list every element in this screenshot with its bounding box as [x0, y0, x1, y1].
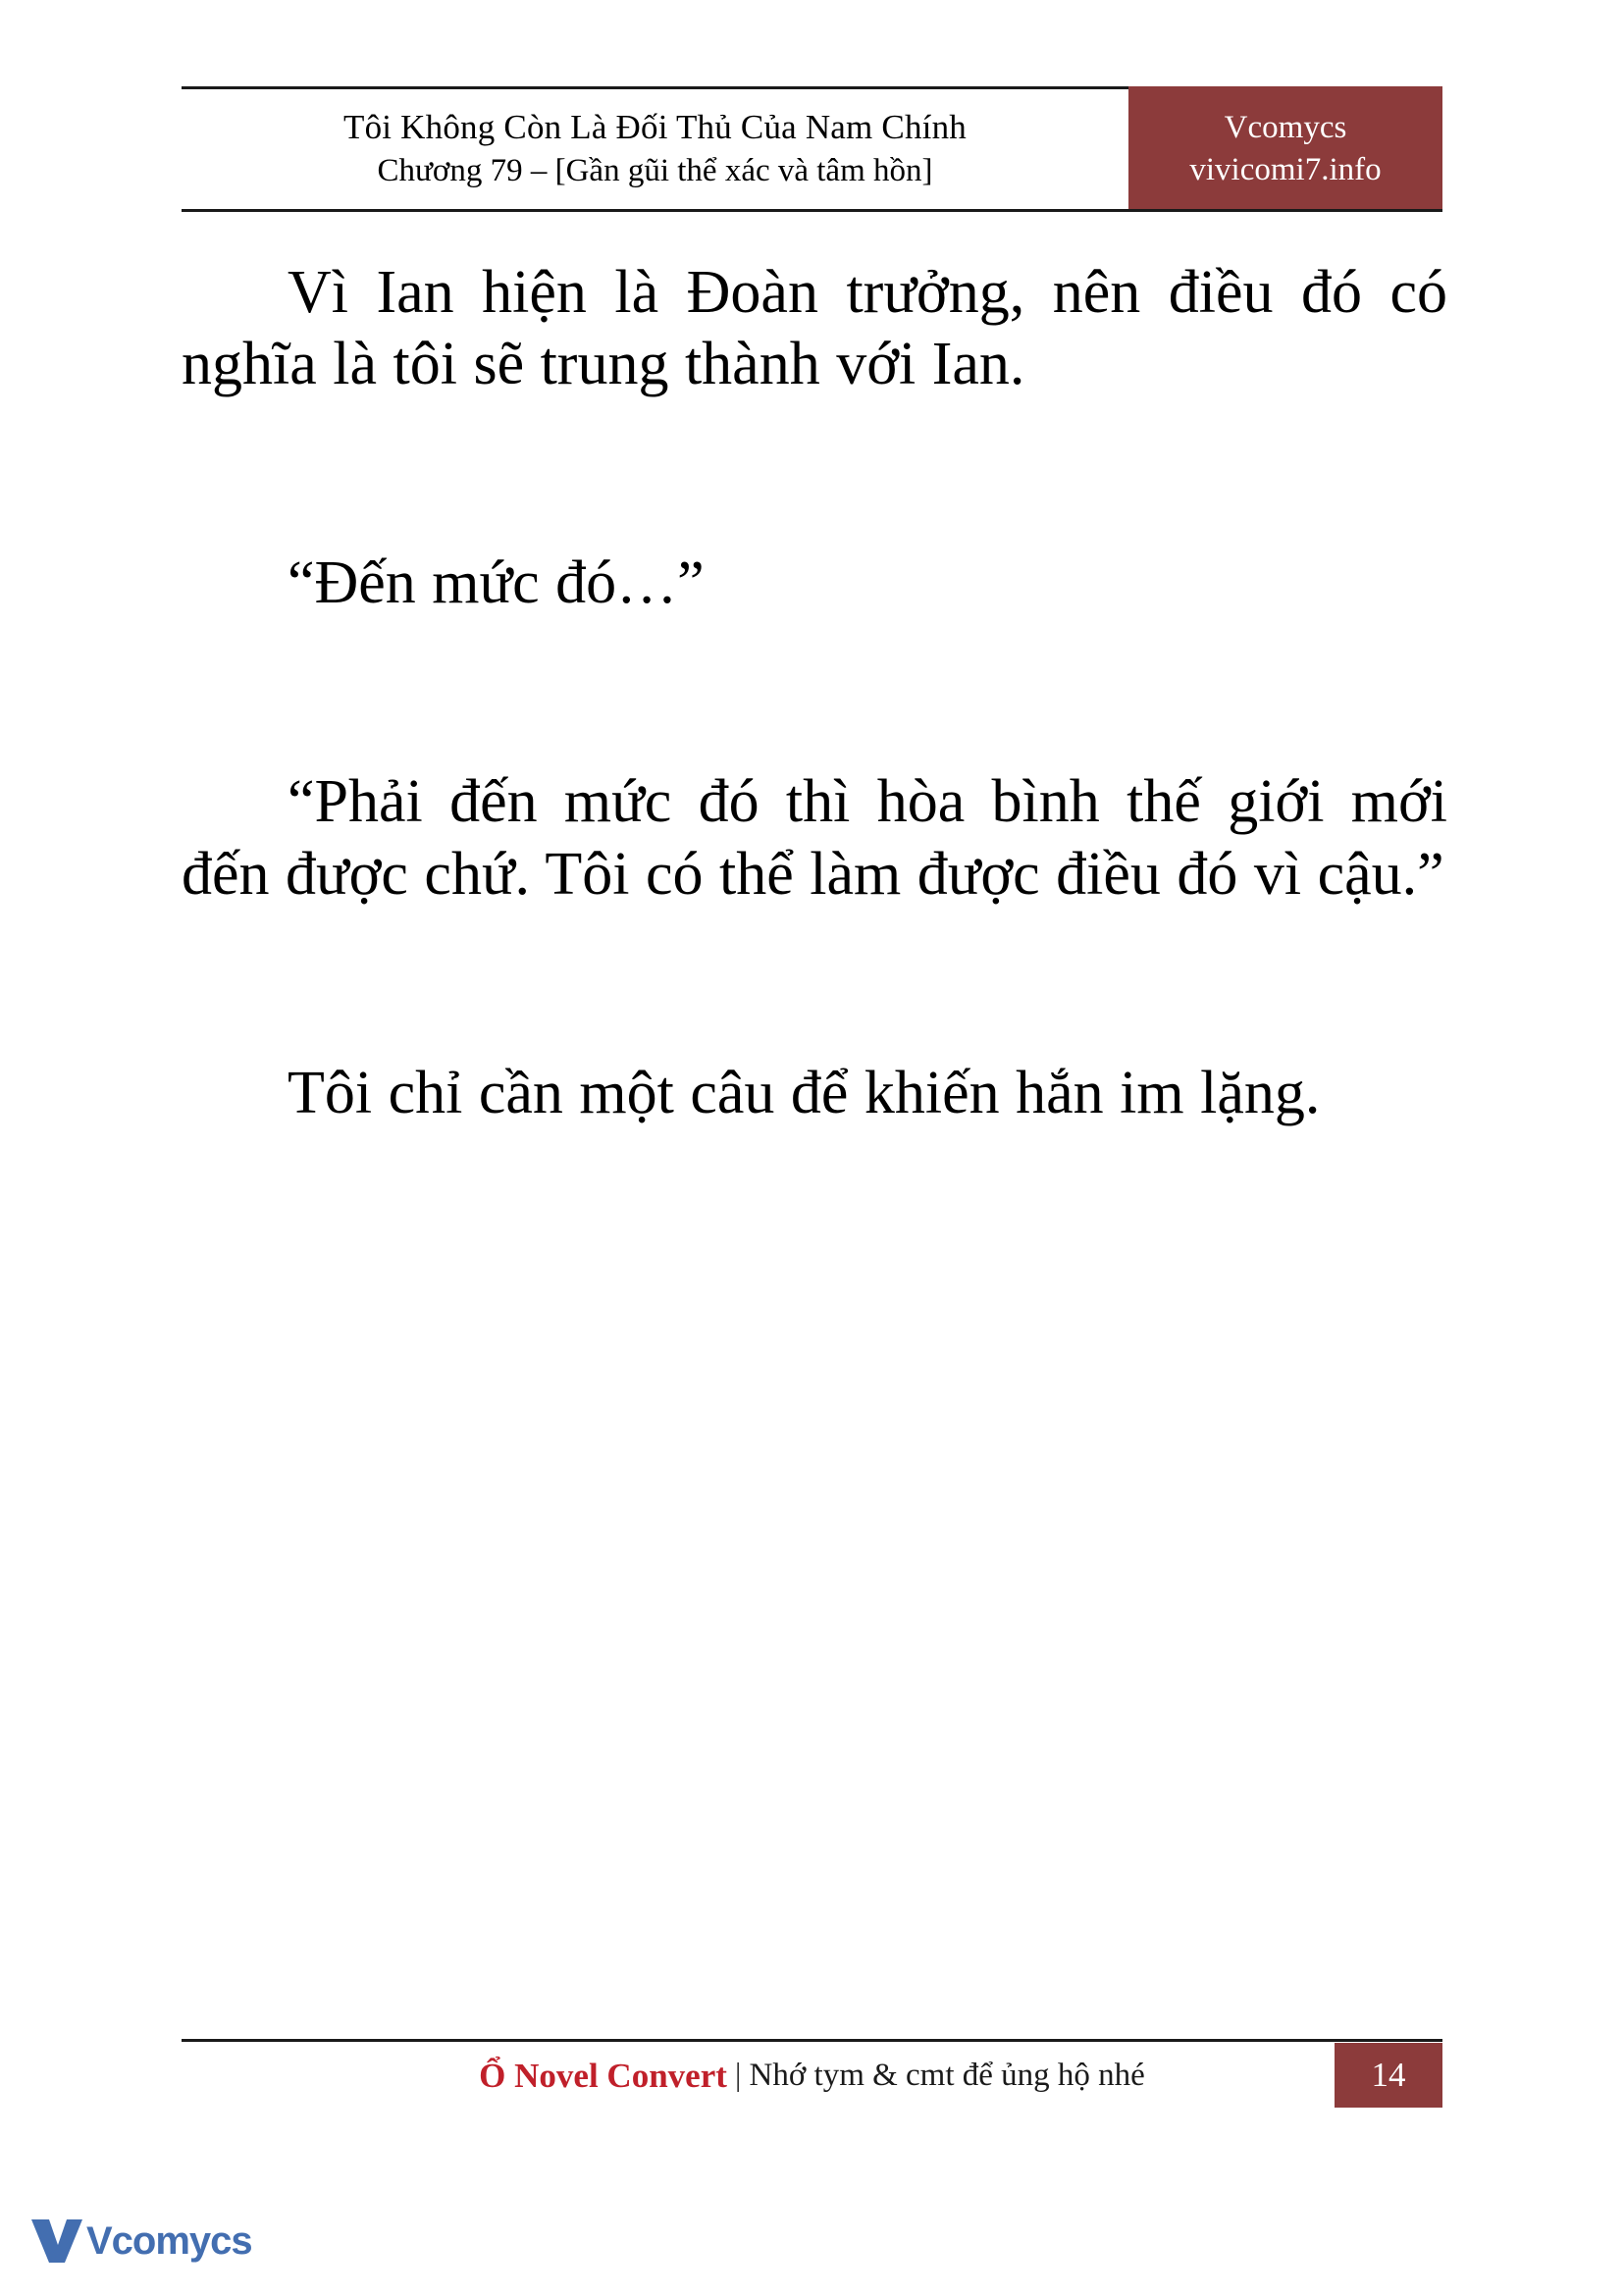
header-titles — [182, 86, 1128, 212]
paragraph: Vì Ian hiện là Đoàn trưởng, nên điều đó có nghĩa là tôi sẽ trung thành với Ian. — [182, 259, 1447, 398]
chapter-subtitle: Chương 79 – [Gần gũi thể xác và tâm hồn] — [377, 153, 933, 189]
vcomycs-logo-icon — [29, 2216, 84, 2267]
book-title: Tôi Không Còn Là Đối Thủ Của Nam Chính — [343, 108, 967, 147]
brand-url: vivicomi7.info — [1189, 152, 1382, 187]
page-number-badge: 14 — [1335, 2043, 1442, 2108]
paragraph: Tôi chỉ cần một câu để khiến hắn im lặng. — [288, 1059, 1321, 1126]
vcomycs-watermark-label: Vcomycs — [86, 2218, 252, 2263]
brand-name: Vcomycs — [1224, 110, 1347, 146]
header-brand-badge — [1128, 86, 1442, 212]
header-rule-bottom — [182, 209, 1442, 212]
footer-separator: | — [734, 2058, 742, 2093]
footer-credit — [182, 2042, 1442, 2110]
paragraph: “Đến mức đó…” — [288, 549, 705, 617]
footer-note: Nhớ tym & cmt để ủng hộ nhé — [749, 2058, 1145, 2093]
page-content — [182, 257, 1447, 1224]
footer-brand: Ổ Novel Convert — [479, 2056, 727, 2095]
page-header — [182, 86, 1442, 212]
paragraph: “Phải đến mức đó thì hòa bình thế giới mới đến được chứ. Tôi có thể làm được điều đó vì cậu.” — [182, 768, 1447, 908]
page-footer — [182, 2039, 1442, 2110]
vcomycs-watermark — [29, 2209, 252, 2273]
